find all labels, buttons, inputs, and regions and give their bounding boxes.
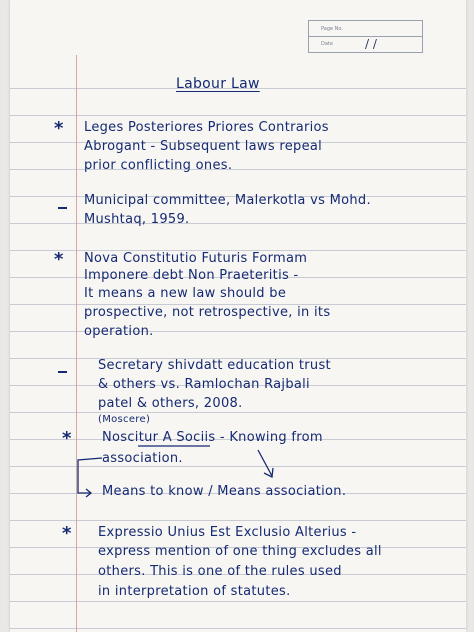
note-line: Leges Posteriores Priores Contrarios [84, 120, 329, 135]
date-label: Date [321, 41, 333, 47]
left-bracket-arrow [78, 458, 102, 493]
note-line: & others vs. Ramlochan Rajbali [98, 377, 310, 392]
page-no-label: Page No. [321, 26, 343, 32]
note-line: patel & others, 2008. [98, 396, 243, 411]
note-line: Secretary shivdatt education trust [98, 358, 331, 373]
diagonal-arrow [258, 450, 272, 476]
note-line: others. This is one of the rules used [98, 564, 342, 579]
note-line: Means to know / Means association. [102, 484, 347, 499]
note-line: Expressio Unius Est Exclusio Alterius - [98, 525, 357, 540]
star-bullet: * [62, 428, 72, 449]
note-line: express mention of one thing excludes all [98, 544, 382, 559]
note-line: Abrogant - Subsequent laws repeal [84, 139, 323, 154]
star-bullet: * [62, 523, 72, 544]
date-value: / / [365, 37, 377, 51]
note-line: in interpretation of statutes. [98, 584, 291, 599]
notebook-page [10, 0, 466, 632]
note-line: prospective, not retrospective, in its [84, 305, 331, 320]
star-bullet: * [54, 249, 64, 270]
note-line: It means a new law should be [84, 286, 287, 301]
note-line: association. [102, 451, 183, 466]
note-line: (Moscere) [98, 414, 151, 425]
star-bullet: * [54, 118, 64, 139]
note-line: Imponere debt Non Praeteritis - [84, 268, 299, 283]
note-line: Mushtaq, 1959. [84, 212, 190, 227]
note-line: Noscitur A Sociis - Knowing from [102, 430, 323, 445]
page-title: Labour Law [176, 76, 260, 92]
note-line: prior conflicting ones. [84, 158, 233, 173]
note-line: Nova Constitutio Futuris Formam [84, 251, 308, 266]
note-line: operation. [84, 324, 154, 339]
note-line: Municipal committee, Malerkotla vs Mohd. [84, 193, 371, 208]
